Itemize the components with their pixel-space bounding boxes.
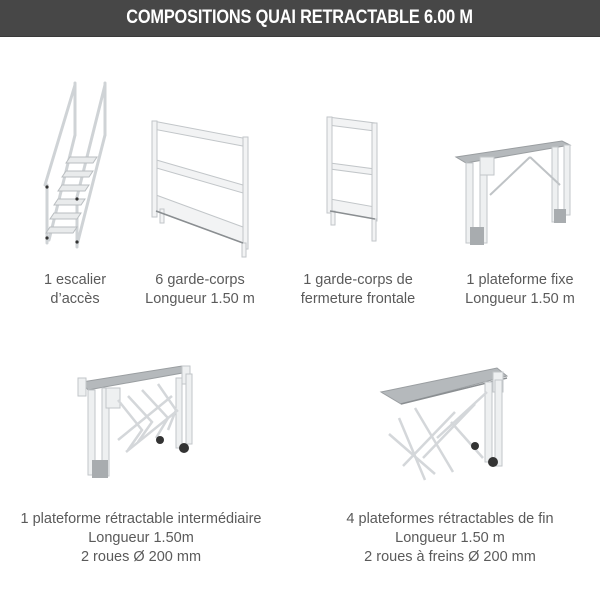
caption-plateforme-fixe [445, 271, 595, 309]
caption-plateforme-intermediaire [0, 510, 282, 567]
caption-line: Longueur 1.50 m [465, 291, 575, 307]
caption-line: 1 plateforme rétractable intermédiaire [20, 511, 262, 527]
retractable-intermediate-platform-illustration [72, 360, 202, 485]
retractable-end-platform-icon [375, 362, 520, 487]
caption-line: 4 plateformes rétractables de fin [346, 511, 554, 527]
caption-line: 1 garde-corps de [303, 272, 413, 288]
caption-escalier [10, 271, 140, 309]
caption-line: 2 roues Ø 200 mm [80, 549, 202, 565]
caption-line: d’accès [50, 291, 100, 307]
guardrail-icon [148, 115, 258, 260]
fixed-platform-illustration [452, 135, 582, 255]
retractable-intermediate-platform-icon [72, 360, 202, 485]
caption-line: 2 roues à freins Ø 200 mm [364, 549, 536, 565]
caption-line: 1 escalier [43, 272, 107, 288]
staircase-icon [35, 75, 115, 255]
front-guardrail-icon [325, 115, 385, 250]
retractable-end-platform-illustration [375, 362, 520, 487]
header-bar [0, 0, 600, 37]
caption-line: fermeture frontale [300, 291, 416, 307]
guardrail-illustration [148, 115, 258, 260]
fixed-platform-icon [452, 135, 582, 255]
caption-line: Longueur 1.50 m [395, 530, 505, 546]
front-guardrail-illustration [325, 115, 385, 250]
page-title: COMPOSITIONS QUAI RETRACTABLE 6.00 M [126, 7, 474, 28]
caption-line: 6 garde-corps [155, 272, 245, 288]
caption-line: 1 plateforme fixe [466, 272, 574, 288]
caption-line: Longueur 1.50m [88, 530, 194, 546]
caption-garde-corps-frontal [283, 271, 433, 309]
caption-line: Longueur 1.50 m [145, 291, 255, 307]
caption-plateformes-fin [300, 510, 600, 567]
caption-garde-corps [125, 271, 275, 309]
staircase-illustration [35, 75, 115, 255]
